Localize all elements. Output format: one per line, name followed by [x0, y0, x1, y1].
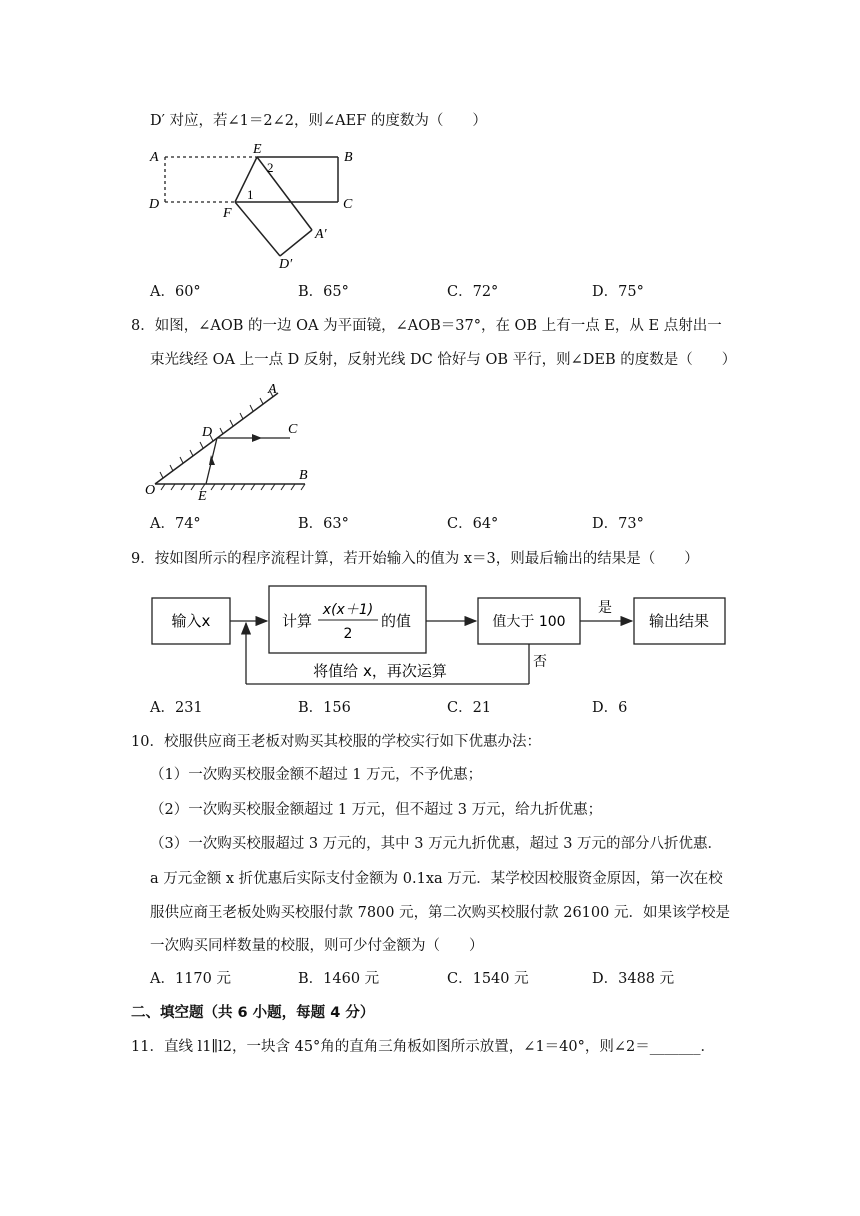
q7-label-e: E: [253, 142, 262, 157]
q9-option-c: C．21: [447, 700, 492, 716]
q10-option-b: B．1460 元: [298, 971, 380, 987]
q7-option-a: A．60°: [150, 284, 201, 300]
flow-input: 输入x: [171, 612, 211, 630]
q7-label-d-prime: D′: [279, 257, 293, 272]
q10-option-c: C．1540 元: [447, 971, 529, 987]
q10-line-1: 10．校服供应商王老板对购买其校服的学校实行如下优惠办法：: [131, 734, 541, 750]
q8-line-2: 束光线经 OA 上一点 D 反射，反射光线 DC 恰好与 OB 平行，则∠DEB 的度数是（ ）: [150, 352, 737, 368]
q7-angle-2: 2: [267, 160, 274, 175]
q7-option-c: C．72°: [447, 284, 499, 300]
q10-line-6: 服供应商王老板处购买校服付款 7800 元，第二次购买校服付款 26100 元．如果该学校是: [150, 905, 730, 921]
q7-label-a-prime: A′: [315, 227, 327, 242]
q7-figure: [140, 140, 380, 280]
flow-calc-denominator: 2: [343, 626, 353, 642]
q8-label-e: E: [198, 489, 207, 503]
flow-calc-prefix: 计算: [282, 612, 313, 630]
q7-text: D′ 对应，若∠1＝2∠2，则∠AEF 的度数为（ ）: [150, 113, 487, 129]
q8-line-1: 8．如图，∠AOB 的一边 OA 为平面镜，∠AOB＝37°，在 OB 上有一点 E，从 E 点射出一: [131, 318, 722, 334]
q8-label-c: C: [288, 422, 298, 437]
q8-label-b: B: [299, 468, 308, 483]
q10-rule-1: （1）一次购买校服金额不超过 1 万元，不予优惠；: [150, 767, 483, 783]
q10-option-a: A．1170 元: [150, 971, 231, 987]
q9-option-b: B．156: [298, 700, 351, 716]
q9-option-d: D．6: [592, 700, 628, 716]
q10-line-7: 一次购买同样数量的校服，则可少付金额为（ ）: [150, 938, 484, 954]
flow-output: 输出结果: [648, 612, 710, 630]
q10-option-d: D．3488 元: [592, 971, 675, 987]
q8-label-a: A: [268, 382, 277, 397]
q8-label-o: O: [145, 483, 156, 498]
q7-option-d: D．75°: [592, 284, 644, 300]
q8-label-d: D: [202, 425, 213, 440]
flow-no: 否: [533, 654, 547, 670]
q8-option-b: B．63°: [298, 516, 349, 532]
flow-calc-suffix: 的值: [381, 612, 412, 630]
q8-figure: [140, 378, 340, 503]
q8-option-c: C．64°: [447, 516, 499, 532]
q7-label-f: F: [223, 206, 232, 221]
q11-text: 11．直线 l1∥l2，一块含 45°角的直角三角板如图所示放置，∠1＝40°，则∠2＝_______．: [131, 1039, 715, 1055]
q10-rule-2: （2）一次购买校服金额超过 1 万元，但不超过 3 万元，给九折优惠；: [150, 802, 603, 818]
q7-label-a: A: [150, 150, 159, 165]
q9-option-a: A．231: [150, 700, 203, 716]
section-title: 二、填空题（共 6 小题，每题 4 分）: [131, 1005, 375, 1021]
q9-line-1: 9．按如图所示的程序流程计算，若开始输入的值为 x＝3，则最后输出的结果是（ ）: [131, 551, 699, 567]
flow-check: 值大于 100: [492, 614, 566, 630]
flow-calc-numerator: x(x＋1): [322, 602, 374, 618]
q7-angle-1: 1: [247, 187, 254, 202]
flow-loop: 将值给 x，再次运算: [313, 662, 447, 680]
q8-option-a: A．74°: [150, 516, 201, 532]
flow-yes: 是: [598, 600, 612, 616]
q10-rule-3: （3）一次购买校服超过 3 万元的，其中 3 万元九折优惠，超过 3 万元的部分八折优惠．: [150, 836, 723, 852]
q9-flowchart: [140, 582, 740, 692]
q8-option-d: D．73°: [592, 516, 644, 532]
q7-label-d: D: [149, 197, 160, 212]
q7-label-b: B: [344, 150, 353, 165]
q10-line-5: a 万元金额 x 折优惠后实际支付金额为 0.1xa 万元．某学校因校服资金原因，第一次在校: [150, 871, 723, 887]
q7-option-b: B．65°: [298, 284, 349, 300]
q7-label-c: C: [343, 197, 353, 212]
